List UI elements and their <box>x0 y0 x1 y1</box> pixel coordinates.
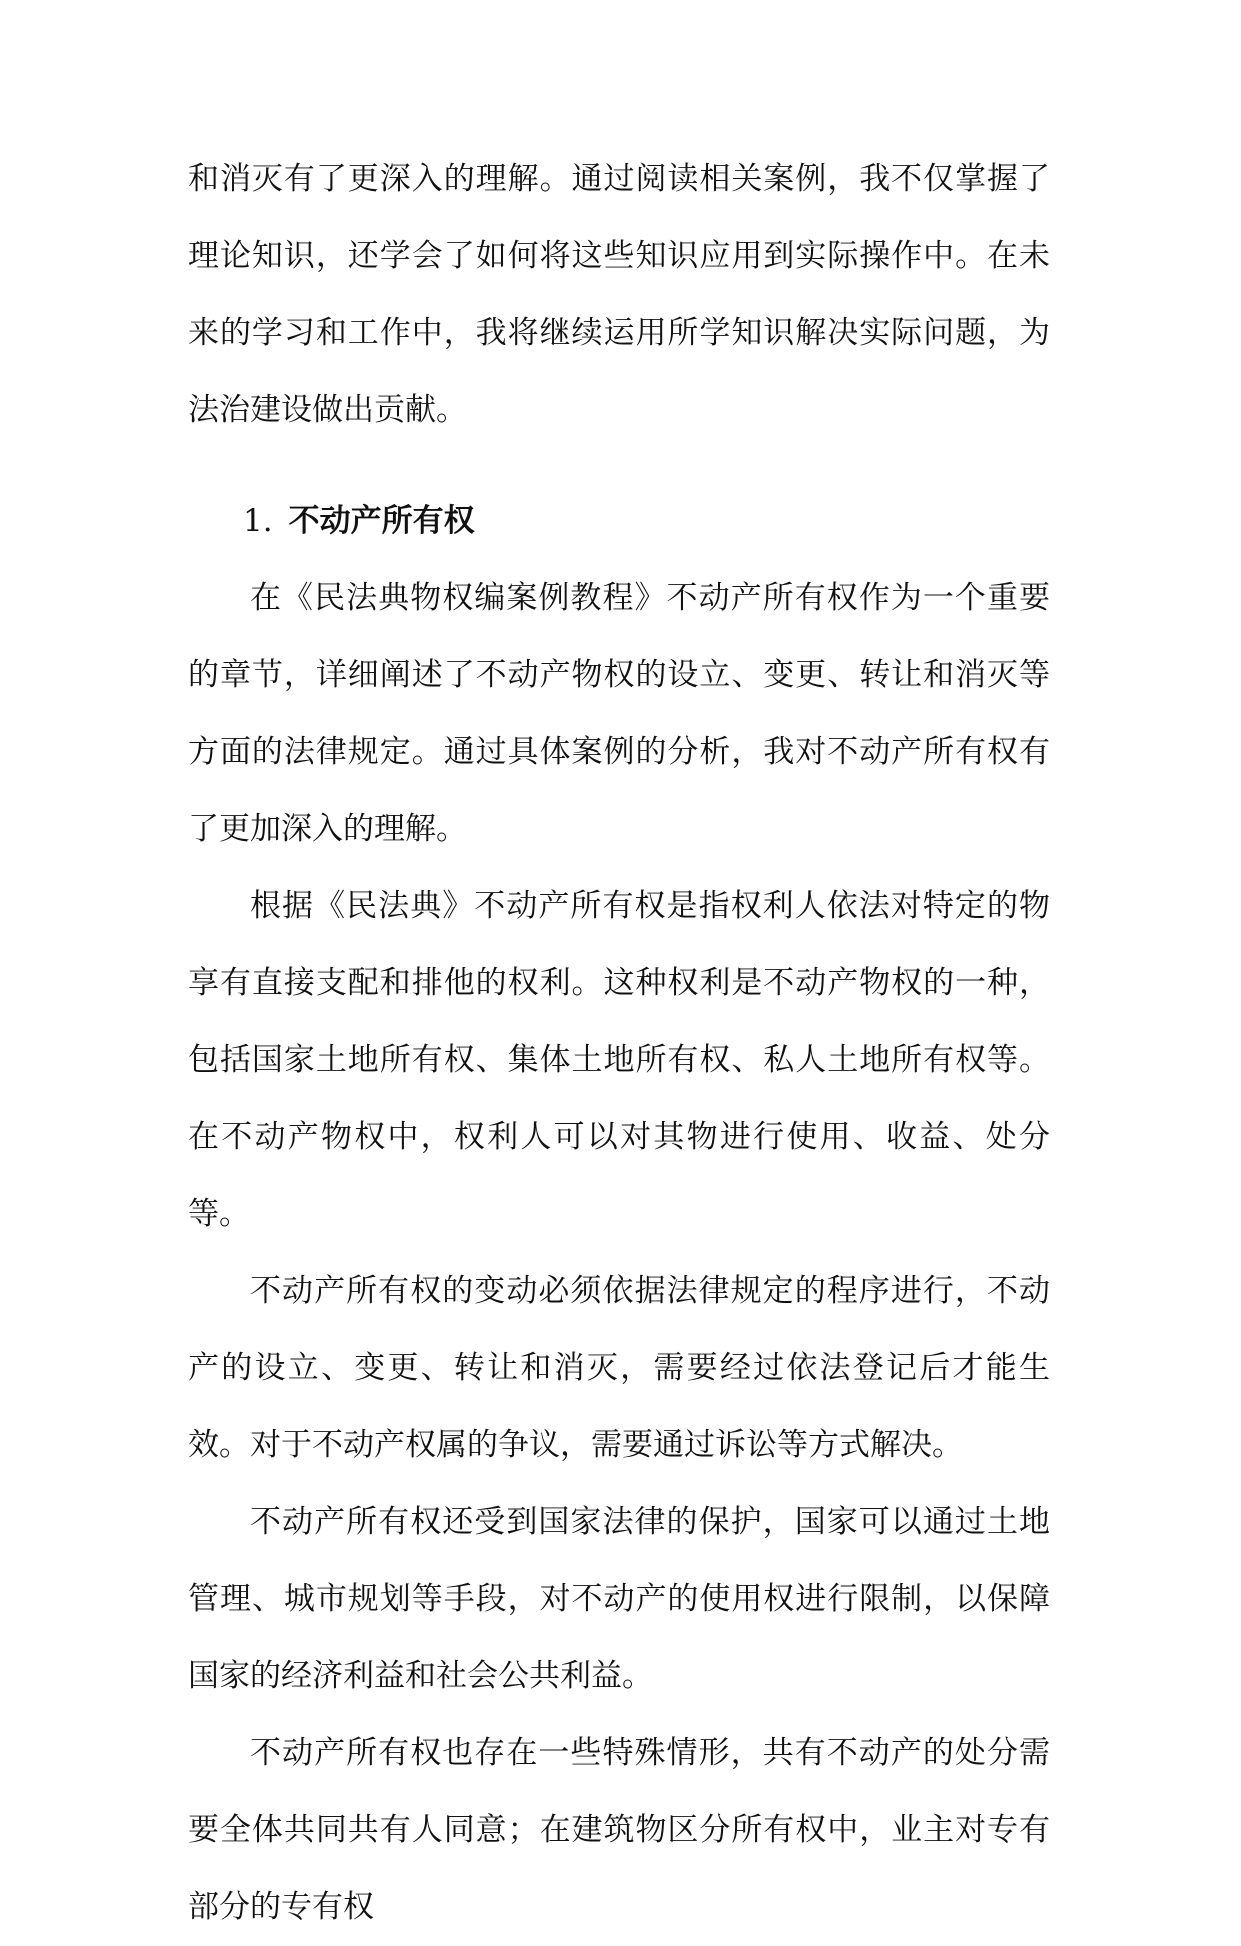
body-paragraph: 不动产所有权也存在一些特殊情形，共有不动产的处分需要全体共同共有人同意；在建筑物区分所有权中，业主对专有部分的专有权 <box>188 1735 1050 1925</box>
body-paragraph: 在《民法典物权编案例教程》不动产所有权作为一个重要的章节，详细阐述了不动产物权的设立、变更、转让和消灭等方面的法律规定。通过具体案例的分析，我对不动产所有权有了更加深入的理解。 <box>188 580 1050 847</box>
body-paragraph: 不动产所有权的变动必须依据法律规定的程序进行，不动产的设立、变更、转让和消灭，需要经过依法登记后才能生效。对于不动产权属的争议，需要通过诉讼等方式解决。 <box>188 1273 1050 1463</box>
body-paragraph: 根据《民法典》不动产所有权是指权利人依法对特定的物享有直接支配和排他的权利。这种权利是不动产物权的一种，包括国家土地所有权、集体土地所有权、私人土地所有权等。在不动产物权中，权利人可以对其物进行使用、收益、处分等。 <box>188 888 1050 1232</box>
section-heading <box>188 483 1050 560</box>
section-number: 1. <box>243 503 273 539</box>
document-body <box>188 141 1050 1946</box>
intro-paragraph: 和消灭有了更深入的理解。通过阅读相关案例，我不仅掌握了理论知识，还学会了如何将这些知识应用到实际操作中。在未来的学习和工作中，我将继续运用所学知识解决实际问题，为法治建设做出贡献。 <box>188 161 1050 428</box>
body-paragraph: 不动产所有权还受到国家法律的保护，国家可以通过土地管理、城市规划等手段，对不动产的使用权进行限制，以保障国家的经济利益和社会公共利益。 <box>188 1504 1050 1694</box>
section-title: 不动产所有权 <box>288 503 475 539</box>
